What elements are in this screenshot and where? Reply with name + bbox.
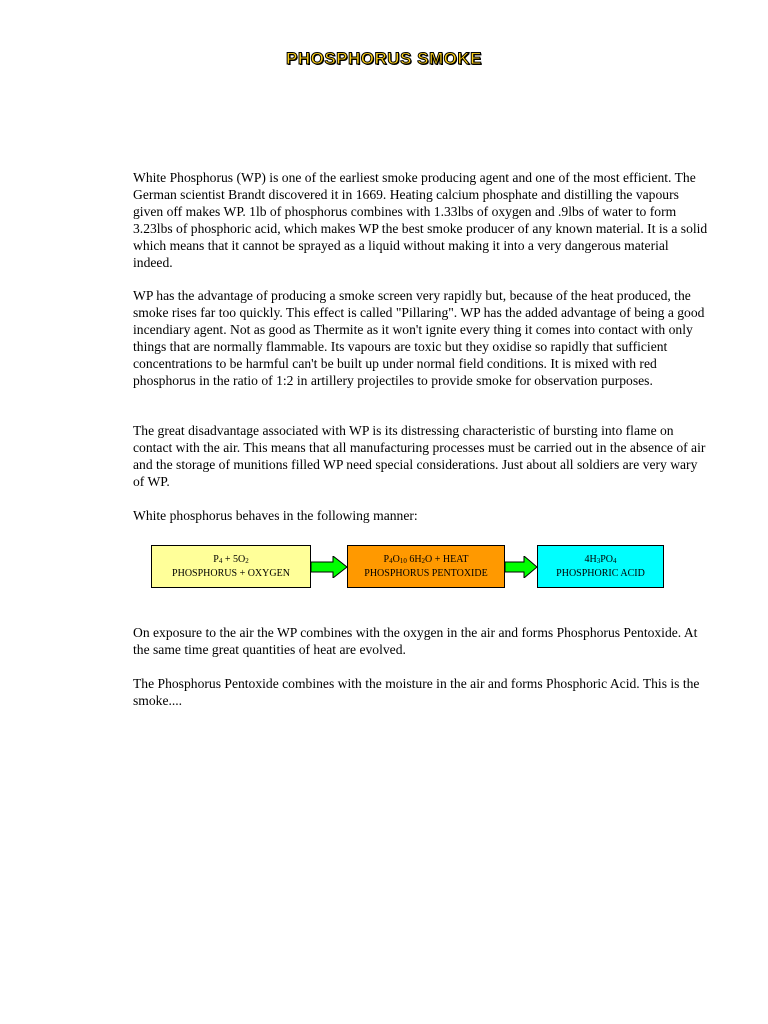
right-arrow-icon (311, 556, 347, 578)
paragraph-disadvantages: The great disadvantage associated with WP is its distressing characteristic of bursting into flame on contact with the air. This means that all manufacturing processes must be carried out in the absence of air and the storage of munitions filled WP need special considerations. Just about all soldiers are very wary of WP. (133, 423, 706, 489)
product-formula: $4H_3PO_4$ (584, 553, 617, 565)
paragraph-behaviour-intro: White phosphorus behaves in the following manner: (133, 508, 418, 523)
reactants-formula: $P_4 + 5O_2$ (213, 553, 249, 565)
intermediate-formula: $P_4O_{10}$ $6H_2O$ + HEAT (383, 553, 469, 565)
page-title: PHOSPHORUS SMOKE (286, 49, 482, 68)
paragraph-smoke-formation: The Phosphorus Pentoxide combines with the moisture in the air and forms Phosphoric Acid. This is the smoke.... (133, 676, 700, 708)
paragraph-oxidation: On exposure to the air the WP combines with the oxygen in the air and forms Phosphorus Pentoxide. At the same time great quantities of heat are evolved. (133, 625, 698, 657)
reactants-box (151, 545, 311, 588)
paragraph-intro: White Phosphorus (WP) is one of the earliest smoke producing agent and one of the most efficient. The German scientist Brandt discovered it in 1669. Heating calcium phosphate and distilling the vapours given off makes WP. 1lb of phosphorus combines with 1.33lbs of oxygen and .9lbs of water to form 3.23lbs of phosphoric acid, which makes WP the best smoke producer of any known material. It is a solid which means that it cannot be sprayed as a liquid without making it into a very dangerous material indeed. (133, 170, 708, 270)
product-box (537, 545, 664, 588)
right-arrow-icon (505, 556, 537, 578)
paragraph-advantages: WP has the advantage of producing a smoke screen very rapidly but, because of the heat produced, the smoke rises far too quickly. This effect is called "Pillaring". WP has the added advantage of being a good incendiary agent. Not as good as Thermite as it won't ignite every thing it comes into contact with only things that are normally flammable. Its vapours are toxic but they oxidise so rapidly that sufficient concentrations to be harmful can't be built up under normal field conditions. It is mixed with red phosphorus in the ratio of 1:2 in artillery projectiles to provide smoke for observation purposes. (133, 288, 705, 388)
reactants-label: PHOSPHORUS + OXYGEN (172, 567, 290, 579)
product-label: PHOSPHORIC ACID (556, 567, 645, 579)
intermediate-label: PHOSPHORUS PENTOXIDE (364, 567, 488, 579)
intermediate-box (347, 545, 505, 588)
